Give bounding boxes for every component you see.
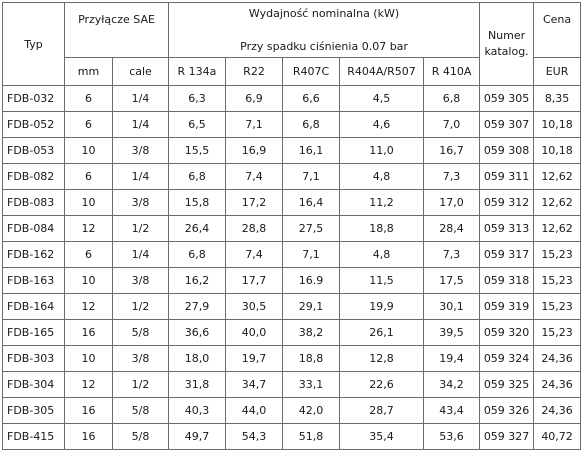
- table-cell: 1/4: [113, 242, 169, 268]
- table-cell: 1/2: [113, 294, 169, 320]
- table-cell: 18,0: [169, 346, 226, 372]
- table-cell: 059 312: [480, 190, 534, 216]
- table-cell: 16: [65, 320, 113, 346]
- table-cell: 12,62: [534, 190, 581, 216]
- table-cell: 059 319: [480, 294, 534, 320]
- table-cell: 7,4: [226, 242, 283, 268]
- table-cell: 54,3: [226, 424, 283, 450]
- header-numer-line2: katalog.: [484, 45, 529, 58]
- table-cell: 1/4: [113, 86, 169, 112]
- table-cell: 15,8: [169, 190, 226, 216]
- table-cell: 4,8: [340, 164, 424, 190]
- header-wydajnosc: [169, 3, 480, 58]
- product-spec-table: [2, 2, 581, 450]
- table-cell: 16,7: [424, 138, 480, 164]
- table-cell: 7,1: [226, 112, 283, 138]
- table-row: [3, 320, 581, 346]
- table-cell: 39,5: [424, 320, 480, 346]
- table-cell: 6,9: [226, 86, 283, 112]
- table-cell: 18,8: [340, 216, 424, 242]
- table-header: [3, 3, 581, 86]
- table-cell: 40,72: [534, 424, 581, 450]
- table-cell: 30,1: [424, 294, 480, 320]
- table-cell: 43,4: [424, 398, 480, 424]
- table-cell: 12,62: [534, 216, 581, 242]
- table-cell: 7,4: [226, 164, 283, 190]
- table-row: [3, 424, 581, 450]
- subheader-cell: EUR: [534, 58, 581, 86]
- table-cell: 15,23: [534, 268, 581, 294]
- table-cell: 12: [65, 294, 113, 320]
- table-cell: 34,2: [424, 372, 480, 398]
- table-cell: 12: [65, 372, 113, 398]
- table-cell: 36,6: [169, 320, 226, 346]
- table-cell: 10: [65, 190, 113, 216]
- table-cell: 24,36: [534, 398, 581, 424]
- subheader-cell: R 410A: [424, 58, 480, 86]
- header-wydajnosc-title: Wydajność nominalna (kW): [248, 7, 400, 20]
- table-cell: 16,9: [226, 138, 283, 164]
- header-przylacze-label: Przyłącze SAE: [78, 13, 155, 26]
- table-cell: 5/8: [113, 424, 169, 450]
- table-row: [3, 190, 581, 216]
- table-cell: 7,1: [283, 164, 340, 190]
- table-cell: 059 311: [480, 164, 534, 190]
- table-cell: 8,35: [534, 86, 581, 112]
- table-cell: 11,0: [340, 138, 424, 164]
- table-cell: 17,5: [424, 268, 480, 294]
- type-cell: FDB-415: [3, 424, 65, 450]
- type-cell: FDB-052: [3, 112, 65, 138]
- subheader-cell: cale: [113, 58, 169, 86]
- table-row: [3, 164, 581, 190]
- table-row: [3, 242, 581, 268]
- header-numer-line1: Numer: [487, 29, 526, 42]
- type-cell: FDB-082: [3, 164, 65, 190]
- table-cell: 28,4: [424, 216, 480, 242]
- table-row: [3, 346, 581, 372]
- header-numer: [480, 3, 534, 86]
- table-cell: 27,9: [169, 294, 226, 320]
- table-cell: 26,4: [169, 216, 226, 242]
- table-cell: 12: [65, 216, 113, 242]
- table-cell: 27,5: [283, 216, 340, 242]
- type-cell: FDB-084: [3, 216, 65, 242]
- table-cell: 44,0: [226, 398, 283, 424]
- type-cell: FDB-162: [3, 242, 65, 268]
- table-row: [3, 216, 581, 242]
- table-cell: 059 317: [480, 242, 534, 268]
- table-cell: 4,6: [340, 112, 424, 138]
- type-cell: FDB-163: [3, 268, 65, 294]
- table-cell: 11,2: [340, 190, 424, 216]
- table-body: [3, 86, 581, 450]
- table-cell: 059 324: [480, 346, 534, 372]
- table-cell: 3/8: [113, 190, 169, 216]
- table-cell: 6,3: [169, 86, 226, 112]
- table-cell: 19,7: [226, 346, 283, 372]
- table-cell: 7,1: [283, 242, 340, 268]
- table-cell: 12,62: [534, 164, 581, 190]
- table-cell: 16,2: [169, 268, 226, 294]
- table-cell: 059 307: [480, 112, 534, 138]
- table-cell: 28,8: [226, 216, 283, 242]
- type-cell: FDB-032: [3, 86, 65, 112]
- table-cell: 51,8: [283, 424, 340, 450]
- table-cell: 19,4: [424, 346, 480, 372]
- table-cell: 1/2: [113, 216, 169, 242]
- table-cell: 6,8: [283, 112, 340, 138]
- table-cell: 3/8: [113, 346, 169, 372]
- table-cell: 19,9: [340, 294, 424, 320]
- subheader-cell: mm: [65, 58, 113, 86]
- table-row: [3, 138, 581, 164]
- table-cell: 059 325: [480, 372, 534, 398]
- table-cell: 16: [65, 424, 113, 450]
- table-cell: 12,8: [340, 346, 424, 372]
- table-cell: 10: [65, 138, 113, 164]
- table-cell: 10,18: [534, 138, 581, 164]
- table-cell: 17,7: [226, 268, 283, 294]
- table-cell: 16,1: [283, 138, 340, 164]
- type-cell: FDB-304: [3, 372, 65, 398]
- table-cell: 6: [65, 86, 113, 112]
- table-cell: 10: [65, 346, 113, 372]
- table-cell: 6,5: [169, 112, 226, 138]
- table-row: [3, 112, 581, 138]
- table-cell: 34,7: [226, 372, 283, 398]
- table-cell: 10: [65, 268, 113, 294]
- table-cell: 6,8: [169, 164, 226, 190]
- type-cell: FDB-165: [3, 320, 65, 346]
- table-cell: 17,0: [424, 190, 480, 216]
- header-przylacze: [65, 3, 169, 58]
- table-cell: 059 327: [480, 424, 534, 450]
- table-row: [3, 268, 581, 294]
- table-cell: 1/4: [113, 164, 169, 190]
- table-cell: 11,5: [340, 268, 424, 294]
- table-cell: 7,3: [424, 164, 480, 190]
- table-cell: 33,1: [283, 372, 340, 398]
- header-row-main: [3, 3, 581, 58]
- table-cell: 22,6: [340, 372, 424, 398]
- table-cell: 28,7: [340, 398, 424, 424]
- table-cell: 35,4: [340, 424, 424, 450]
- table-cell: 1/2: [113, 372, 169, 398]
- table-cell: 40,0: [226, 320, 283, 346]
- table-cell: 6,8: [169, 242, 226, 268]
- header-wydajnosc-sub: Przy spadku ciśnienia 0.07 bar: [240, 40, 408, 53]
- table-cell: 18,8: [283, 346, 340, 372]
- table-cell: 26,1: [340, 320, 424, 346]
- table-cell: 6: [65, 164, 113, 190]
- type-cell: FDB-053: [3, 138, 65, 164]
- table-cell: 7,3: [424, 242, 480, 268]
- table-cell: 059 320: [480, 320, 534, 346]
- table-cell: 6: [65, 242, 113, 268]
- subheader-cell: R22: [226, 58, 283, 86]
- type-cell: FDB-164: [3, 294, 65, 320]
- table-cell: 16: [65, 398, 113, 424]
- table-cell: 15,23: [534, 242, 581, 268]
- table-cell: 059 308: [480, 138, 534, 164]
- table-cell: 53,6: [424, 424, 480, 450]
- table-cell: 3/8: [113, 268, 169, 294]
- subheader-cell: R 134a: [169, 58, 226, 86]
- table-cell: 7,0: [424, 112, 480, 138]
- subheader-cell: R404A/R507: [340, 58, 424, 86]
- table-cell: 4,8: [340, 242, 424, 268]
- table-cell: 24,36: [534, 346, 581, 372]
- table-cell: 6,6: [283, 86, 340, 112]
- type-cell: FDB-305: [3, 398, 65, 424]
- table-cell: 059 305: [480, 86, 534, 112]
- header-cena-label: Cena: [542, 13, 572, 26]
- table-cell: 5/8: [113, 398, 169, 424]
- type-cell: FDB-303: [3, 346, 65, 372]
- header-typ: Typ: [3, 3, 65, 86]
- table-cell: 40,3: [169, 398, 226, 424]
- table-cell: 16.9: [283, 268, 340, 294]
- table-cell: 31,8: [169, 372, 226, 398]
- table-cell: 15,23: [534, 294, 581, 320]
- table-row: [3, 372, 581, 398]
- header-cena: [534, 3, 581, 58]
- table-cell: 24,36: [534, 372, 581, 398]
- type-cell: FDB-083: [3, 190, 65, 216]
- table-cell: 6: [65, 112, 113, 138]
- table-cell: 15,23: [534, 320, 581, 346]
- table-cell: 1/4: [113, 112, 169, 138]
- table-cell: 29,1: [283, 294, 340, 320]
- table-cell: 15,5: [169, 138, 226, 164]
- table-cell: 42,0: [283, 398, 340, 424]
- table-cell: 4,5: [340, 86, 424, 112]
- table-cell: 059 313: [480, 216, 534, 242]
- table-cell: 10,18: [534, 112, 581, 138]
- table-cell: 30,5: [226, 294, 283, 320]
- table-cell: 17,2: [226, 190, 283, 216]
- subheader-cell: R407C: [283, 58, 340, 86]
- table-row: [3, 86, 581, 112]
- table-cell: 059 326: [480, 398, 534, 424]
- table-row: [3, 294, 581, 320]
- table-row: [3, 398, 581, 424]
- table-cell: 16,4: [283, 190, 340, 216]
- table-cell: 3/8: [113, 138, 169, 164]
- table-cell: 059 318: [480, 268, 534, 294]
- table-cell: 6,8: [424, 86, 480, 112]
- table-cell: 49,7: [169, 424, 226, 450]
- header-wydajnosc-block: [169, 5, 479, 55]
- table-cell: 38,2: [283, 320, 340, 346]
- table-cell: 5/8: [113, 320, 169, 346]
